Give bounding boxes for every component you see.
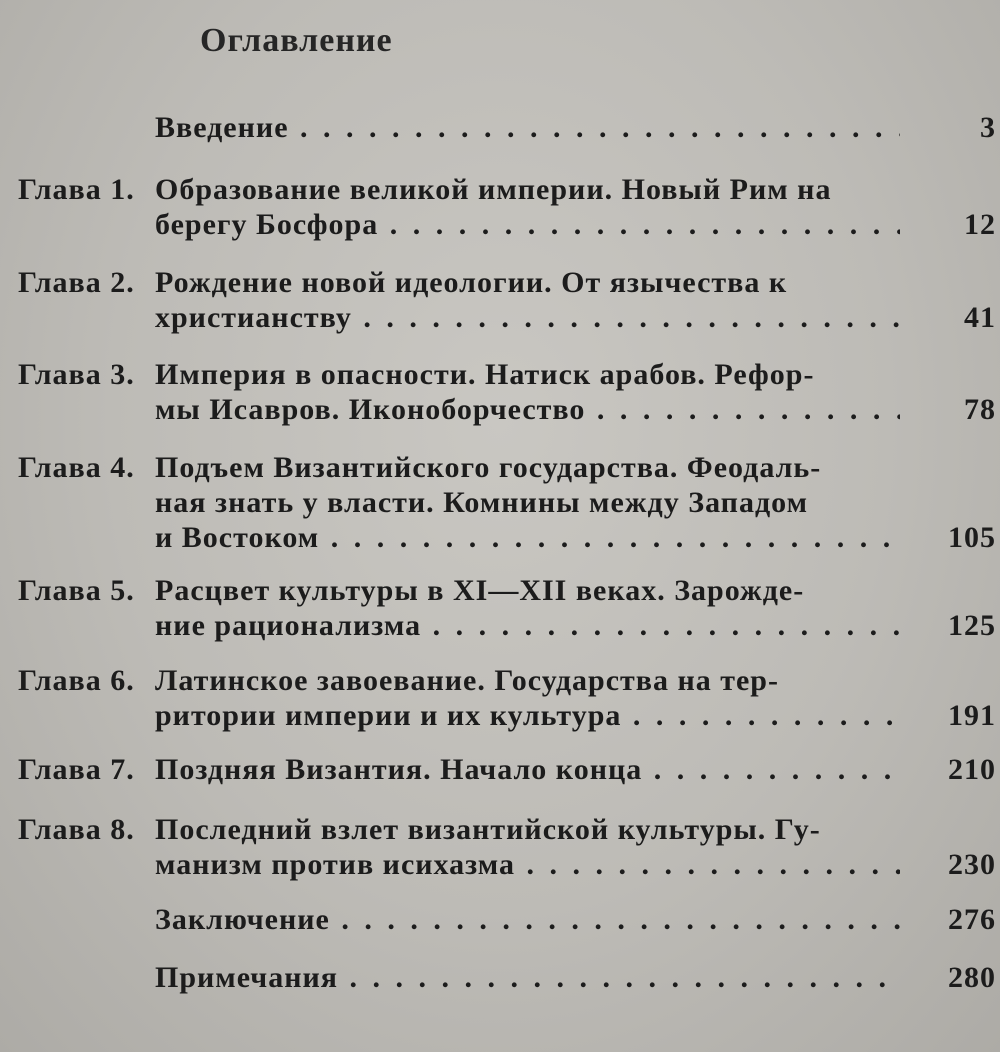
toc-entry-page: 41 <box>964 301 996 334</box>
toc-entry-page: 276 <box>948 903 996 936</box>
toc-entry-page: 191 <box>948 699 996 732</box>
toc-entry-label: Глава 6. <box>18 664 135 697</box>
toc-entry-line: ная знать у власти. Комнины между Западом <box>155 486 808 519</box>
toc-entry-text <box>155 450 900 555</box>
toc-entry-line: Расцвет культуры в XI—XII веках. Зарожде- <box>155 574 805 607</box>
toc-entry-line: ритории империи и их культура . . <box>155 698 900 733</box>
toc-entry-text <box>155 265 900 335</box>
toc-entry-text <box>155 752 900 787</box>
toc-entry-line: христианству . . <box>155 300 900 335</box>
toc-entry-label: Глава 7. <box>18 753 135 786</box>
toc-entry-line: ние рационализма . . <box>155 608 900 643</box>
toc-entry-line: Подъем Византийского государства. Феодаль- <box>155 451 822 484</box>
toc-entry-text <box>155 960 900 995</box>
toc-entry-label: Глава 2. <box>18 266 135 299</box>
toc-entry-label: Глава 3. <box>18 358 135 391</box>
toc-entry-text <box>155 357 900 427</box>
toc-entry-text <box>155 812 900 882</box>
toc-entry-line: Латинское завоевание. Государства на тер- <box>155 664 779 697</box>
toc-entry-page: 280 <box>948 961 996 994</box>
toc-entry-line: Рождение новой идеологии. От язычества к <box>155 266 788 299</box>
toc-entry-page: 12 <box>964 208 996 241</box>
toc-entry-line: Введение . . <box>155 110 900 145</box>
toc-entry-label: Глава 8. <box>18 813 135 846</box>
toc-entry-line: Образование великой империи. Новый Рим на <box>155 173 832 206</box>
toc-entry-line: берегу Босфора . . <box>155 207 900 242</box>
toc-entry-text <box>155 902 900 937</box>
toc-entry-line: Заключение . . <box>155 902 900 937</box>
toc-entry-line: Примечания . . <box>155 960 900 995</box>
toc-entry-text <box>155 172 900 242</box>
toc-entry-page: 125 <box>948 609 996 642</box>
toc-entry-page: 78 <box>964 393 996 426</box>
toc-entry-label: Глава 5. <box>18 574 135 607</box>
toc-entry-line: манизм против исихазма . . <box>155 847 900 882</box>
toc-entry-line: и Востоком . . <box>155 520 900 555</box>
toc-entry-text <box>155 573 900 643</box>
toc-title: Оглавление <box>200 22 393 59</box>
toc-entry-line: Последний взлет византийской культуры. Гу- <box>155 813 821 846</box>
toc-entry-text <box>155 663 900 733</box>
toc-entry-label: Глава 1. <box>18 173 135 206</box>
toc-entry-text <box>155 110 900 145</box>
toc-entry-page: 210 <box>948 753 996 786</box>
toc-entry-page: 105 <box>948 521 996 554</box>
toc-entry-line: мы Исавров. Иконоборчество . . <box>155 392 900 427</box>
toc-entry-line: Поздняя Византия. Начало конца . . <box>155 752 900 787</box>
toc-entry-line: Империя в опасности. Натиск арабов. Рефор- <box>155 358 815 391</box>
toc-entry-page: 3 <box>980 111 996 144</box>
toc-entry-page: 230 <box>948 848 996 881</box>
toc-entry-label: Глава 4. <box>18 451 135 484</box>
